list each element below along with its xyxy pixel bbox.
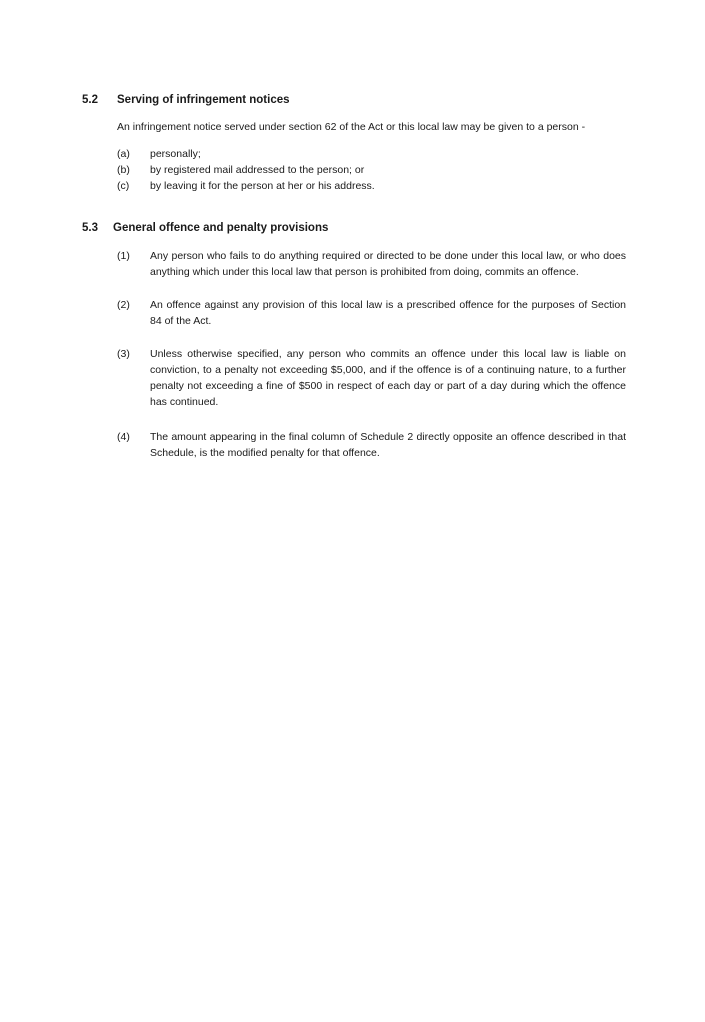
list-item-text: Any person who fails to do anything required or directed to be done under this local law, or who does anything which under this local law that person is prohibited from doing, commits an offence. <box>150 250 626 278</box>
list-item-label: (1) <box>117 250 130 262</box>
section-number: 5.2 <box>82 94 98 106</box>
list-item-label: (c) <box>117 180 130 192</box>
list-item-text: personally; <box>150 148 201 160</box>
list-item-text: Unless otherwise specified, any person who commits an offence under this local law is liable on conviction, to a penalty not exceeding $5,000, and if the offence is of a continuing nature, to a further penalty not exceeding a fine of $500 in respect of each day or part of a day during which the offence has continued. <box>150 348 626 408</box>
list-item-label: (a) <box>117 148 130 160</box>
list-item-text: by registered mail addressed to the person; or <box>150 164 365 176</box>
section-5-2-intro: An infringement notice served under section 62 of the Act or this local law may be given to a person - <box>117 121 586 133</box>
list-item-text: An offence against any provision of this local law is a prescribed offence for the purposes of Section 84 of the Act. <box>150 299 626 327</box>
list-item-label: (4) <box>117 431 130 443</box>
section-number: 5.3 <box>82 222 98 234</box>
list-item-text: The amount appearing in the final column of Schedule 2 directly opposite an offence described in that Schedule, is the modified penalty for that offence. <box>150 431 626 459</box>
list-item-text: by leaving it for the person at her or his address. <box>150 180 375 192</box>
section-title: General offence and penalty provisions <box>113 222 329 234</box>
list-item-label: (b) <box>117 164 130 176</box>
section-title: Serving of infringement notices <box>117 94 290 106</box>
list-item-label: (2) <box>117 299 130 311</box>
list-item-label: (3) <box>117 348 130 360</box>
